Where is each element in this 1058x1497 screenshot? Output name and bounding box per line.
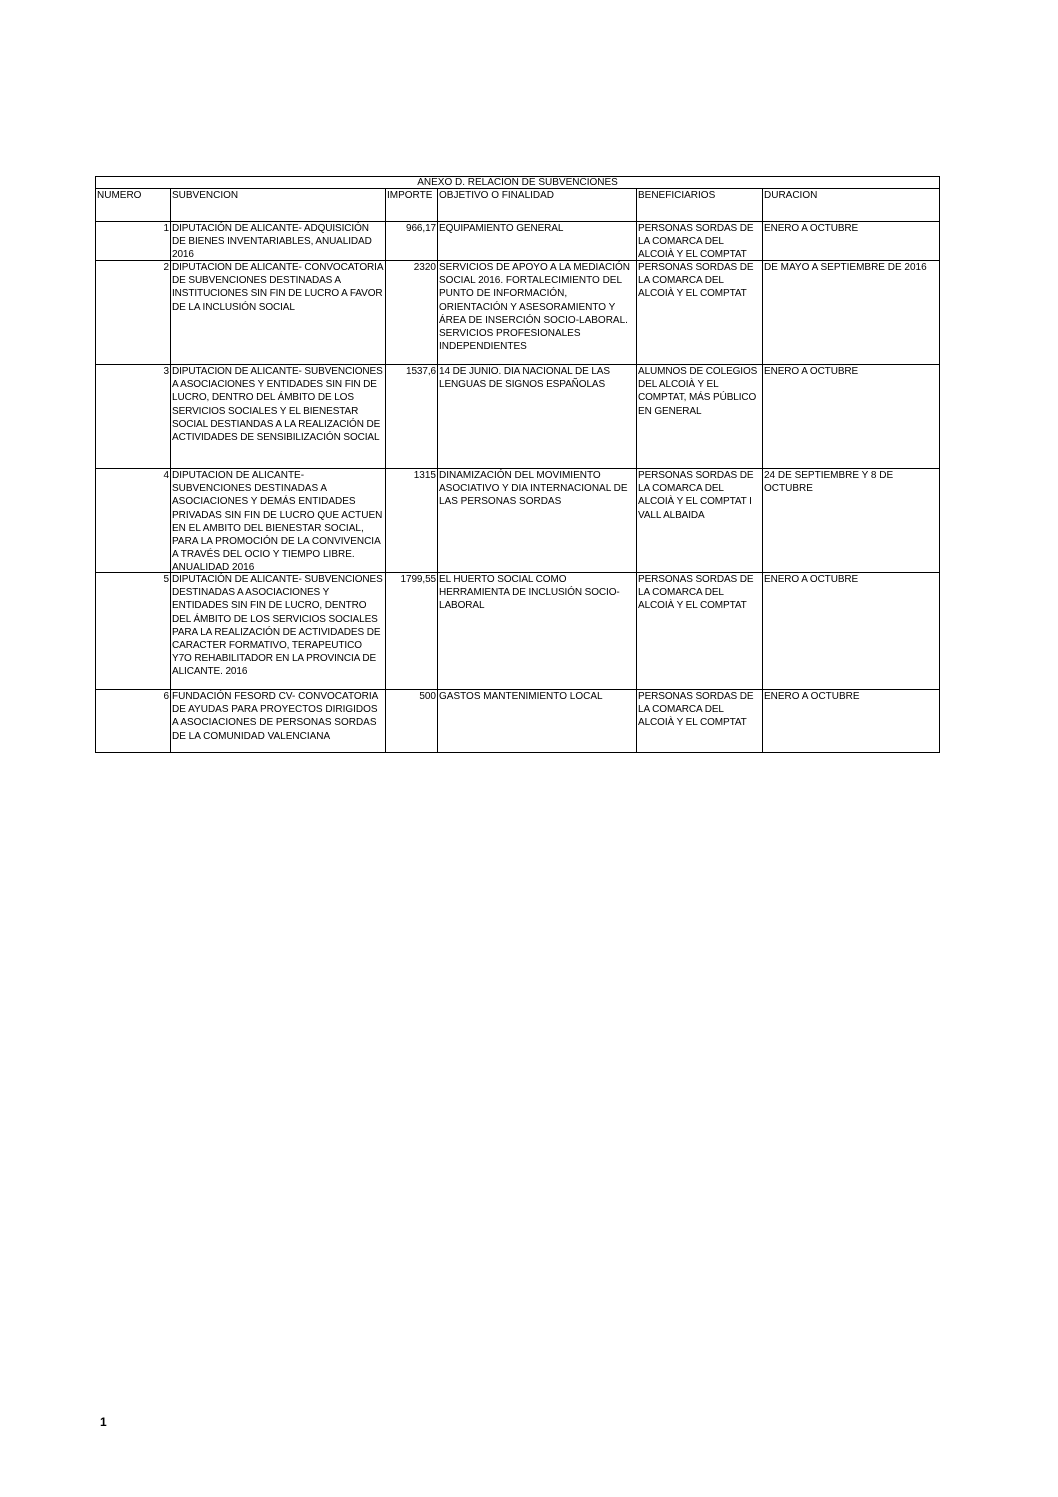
cell-duracion: ENERO A OCTUBRE	[763, 222, 940, 261]
cell-duracion: ENERO A OCTUBRE	[763, 365, 940, 469]
cell-duracion: DE MAYO A SEPTIEMBRE DE 2016	[763, 261, 940, 365]
table-row	[96, 222, 940, 261]
header-subvencion: SUBVENCION	[171, 189, 386, 222]
cell-numero: 2	[96, 261, 171, 365]
cell-objetivo-text: SERVICIOS DE APOYO A LA MEDIACIÓN SOCIAL 2016. FORTALECIMIENTO DEL PUNTO DE INFORMACIÓN, ORIENTACIÓN Y ASESORAMIENTO Y ÁREA DE INSERCIÓN SOCIO-LABORAL. SERVICIOS PROFESIONALES INDEPENDIENTES	[439, 262, 630, 353]
cell-subvencion	[171, 222, 386, 261]
cell-objetivo: EL HUERTO SOCIAL COMO HERRAMIENTA DE INCLUSIÓN SOCIO-LABORAL	[438, 573, 637, 690]
header-beneficiarios: BENEFICIARIOS	[637, 189, 763, 222]
cell-subvencion	[171, 261, 386, 365]
cell-numero: 4	[96, 469, 171, 573]
cell-subvencion-text: DIPUTACION DE ALICANTE- CONVOCATORIA DE SUBVENCIONES DESTINADAS A INSTITUCIONES SIN FIN DE LUCRO A FAVOR DE LA INCLUSIÓN SOCIAL	[172, 262, 383, 313]
cell-beneficiarios: PERSONAS SORDAS DE LA COMARCA DEL ALCOIÀ Y EL COMPTAT I VALL ALBAIDA	[637, 469, 763, 573]
table-row	[96, 573, 940, 690]
cell-subvencion-text: FUNDACIÓN FESORD CV- CONVOCATORIA DE AYUDAS PARA PROYECTOS DIRIGIDOS A ASOCIACIONES DE PERSONAS SORDAS DE LA COMUNIDAD VALENCIANA	[172, 691, 378, 742]
cell-duracion: ENERO A OCTUBRE	[763, 573, 940, 690]
cell-importe: 1315	[386, 469, 438, 573]
cell-importe: 1537,6	[386, 365, 438, 469]
cell-subvencion-text: DIPUTACIÓN DE ALICANTE- SUBVENCIONES DESTINADAS A ASOCIACIONES Y ENTIDADES SIN FIN DE LUCRO, DENTRO DEL ÁMBITO DE LOS SERVICIOS SOCIALES PARA LA REALIZACIÓN DE ACTIVIDADES DE CARACTER FORMATIVO, TERAPEUTICO Y7O REHABILITADOR EN LA PROVINCIA DE ALICANTE. 2016	[172, 574, 383, 678]
header-importe: IMPORTE	[386, 189, 438, 222]
cell-subvencion	[171, 573, 386, 690]
cell-importe: 966,17	[386, 222, 438, 261]
cell-subvencion	[171, 365, 386, 469]
cell-beneficiarios	[637, 222, 763, 261]
header-duracion: DURACION	[763, 189, 940, 222]
cell-numero: 1	[96, 222, 171, 261]
cell-objetivo: DINAMIZACIÓN DEL MOVIMIENTO ASOCIATIVO Y DIA INTERNACIONAL DE LAS PERSONAS SORDAS	[438, 469, 637, 573]
table-row	[96, 261, 940, 365]
cell-beneficiarios: PERSONAS SORDAS DE LA COMARCA DEL ALCOIÀ Y EL COMPTAT	[637, 573, 763, 690]
cell-importe: 1799,55	[386, 573, 438, 690]
cell-duracion: ENERO A OCTUBRE	[763, 690, 940, 753]
table-row	[96, 690, 940, 753]
cell-beneficiarios-text: PERSONAS SORDAS DE LA COMARCA DEL ALCOIÀ Y EL COMPTAT	[638, 223, 754, 260]
header-row	[96, 189, 940, 222]
cell-subvencion	[171, 690, 386, 753]
cell-beneficiarios: PERSONAS SORDAS DE LA COMARCA DEL ALCOIÀ Y EL COMPTAT	[637, 261, 763, 365]
cell-numero: 3	[96, 365, 171, 469]
title-row	[96, 177, 940, 189]
cell-duracion: 24 DE SEPTIEMBRE Y 8 DE OCTUBRE	[763, 469, 940, 573]
cell-numero: 5	[96, 573, 171, 690]
cell-objetivo: GASTOS MANTENIMIENTO LOCAL	[438, 690, 637, 753]
cell-subvencion	[171, 469, 386, 573]
cell-beneficiarios: PERSONAS SORDAS DE LA COMARCA DEL ALCOIÀ Y EL COMPTAT	[637, 690, 763, 753]
cell-subvencion-text: DIPUTACIÓN DE ALICANTE- ADQUISICIÓN DE BIENES INVENTARIABLES, ANUALIDAD 2016	[172, 223, 372, 260]
table-title: ANEXO D. RELACION DE SUBVENCIONES	[96, 177, 940, 189]
cell-beneficiarios: ALUMNOS DE COLEGIOS DEL ALCOIÀ Y EL COMPTAT, MÁS PÚBLICO EN GENERAL	[637, 365, 763, 469]
subvenciones-table	[95, 176, 940, 753]
page-number: 1	[100, 1415, 107, 1429]
cell-objetivo	[438, 261, 637, 365]
cell-subvencion-text: DIPUTACION DE ALICANTE- SUBVENCIONES DESTINADAS A ASOCIACIONES Y DEMÁS ENTIDADES PRIVADAS SIN FIN DE LUCRO QUE ACTUEN EN EL AMBITO DEL BIENESTAR SOCIAL, PARA LA PROMOCIÓN DE LA CONVIVENCIA A TRAVÉS DEL OCIO Y TIEMPO LIBRE. ANUALIDAD 2016	[172, 470, 383, 572]
cell-importe: 2320	[386, 261, 438, 365]
cell-importe: 500	[386, 690, 438, 753]
header-numero: NUMERO	[96, 189, 171, 222]
cell-numero: 6	[96, 690, 171, 753]
table-row	[96, 365, 940, 469]
cell-subvencion-text: DIPUTACION DE ALICANTE- SUBVENCIONES A ASOCIACIONES Y ENTIDADES SIN FIN DE LUCRO, DENTRO DEL ÁMBITO DE LOS SERVICIOS SOCIALES Y EL BIENESTAR SOCIAL DESTIANDAS A LA REALIZACIÓN DE ACTIVIDADES DE SENSIBILIZACIÓN SOCIAL	[172, 366, 383, 444]
header-objetivo: OBJETIVO O FINALIDAD	[438, 189, 637, 222]
table-row	[96, 469, 940, 573]
cell-objetivo: EQUIPAMIENTO GENERAL	[438, 222, 637, 261]
cell-objetivo: 14 DE JUNIO. DIA NACIONAL DE LAS LENGUAS DE SIGNOS ESPAÑOLAS	[438, 365, 637, 469]
